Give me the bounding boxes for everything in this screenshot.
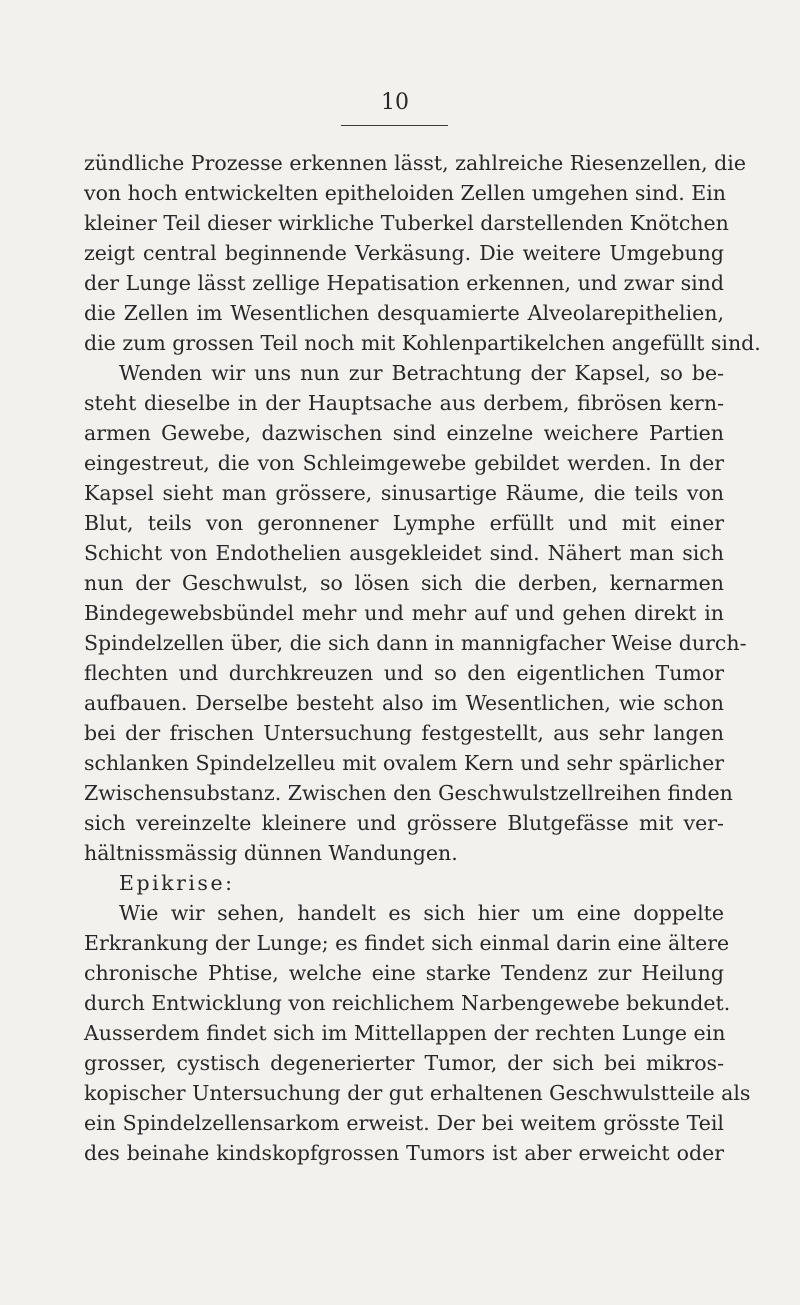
text-line: Erkrankung der Lunge; es findet sich einmal darin eine ältere <box>84 931 730 955</box>
text-line: schlanken Spindelzelleu mit ovalem Kern und sehr spärlicher <box>84 751 724 775</box>
text-line: zündliche Prozesse erkennen lässt, zahlreiche Riesenzellen, die <box>84 151 746 175</box>
text-line: kopischer Untersuchung der gut erhaltenen Geschwulstteile als <box>84 1081 751 1105</box>
text-line: eingestreut, die von Schleimgewebe gebildet werden. In der <box>84 451 724 475</box>
text-line: die Zellen im Wesentlichen desquamierte Alveolarepithelien, <box>84 301 724 325</box>
text-line: durch Entwicklung von reichlichem Narbengewebe bekundet. <box>84 991 731 1015</box>
text-line: von hoch entwickelten epitheloiden Zellen umgehen sind. Ein <box>84 181 727 205</box>
text-line: Ausserdem findet sich im Mittellappen der rechten Lunge ein <box>84 1021 726 1045</box>
text-line: kleiner Teil dieser wirkliche Tuberkel darstellenden Knötchen <box>84 211 729 235</box>
text-line: Zwischensubstanz. Zwischen den Geschwulstzellreihen finden <box>84 781 733 805</box>
text-line: Kapsel sieht man grössere, sinusartige Räume, die teils von <box>84 481 724 505</box>
text-line: flechten und durchkreuzen und so den eigentlichen Tumor <box>84 661 724 685</box>
page-number: 10 <box>381 90 409 115</box>
text-line: Bindegewebsbündel mehr und mehr auf und gehen direkt in <box>84 601 724 625</box>
text-line: sich vereinzelte kleinere und grössere Blutgefässe mit ver- <box>84 811 724 835</box>
text-line: des beinahe kindskopfgrossen Tumors ist aber erweicht oder <box>84 1141 724 1165</box>
text-line: chronische Phtise, welche eine starke Tendenz zur Heilung <box>84 961 724 985</box>
text-line: der Lunge lässt zellige Hepatisation erkennen, und zwar sind <box>84 271 724 295</box>
text-line: Wie wir sehen, handelt es sich hier um eine doppelte <box>119 901 724 925</box>
text-line: bei der frischen Untersuchung festgestellt, aus sehr langen <box>84 721 724 745</box>
text-line: grosser, cystisch degenerierter Tumor, der sich bei mikros- <box>84 1051 724 1075</box>
header-rule <box>341 125 448 126</box>
text-line: zeigt central beginnende Verkäsung. Die weitere Umgebung <box>84 241 724 265</box>
text-line: ein Spindelzellensarkom erweist. Der bei weitem grösste Teil <box>84 1111 724 1135</box>
section-heading: Epikrise: <box>119 871 235 895</box>
text-line: aufbauen. Derselbe besteht also im Wesentlichen, wie schon <box>84 691 724 715</box>
text-line: Wenden wir uns nun zur Betrachtung der Kapsel, so be- <box>119 361 724 385</box>
text-line: hältnissmässig dünnen Wandungen. <box>84 841 458 865</box>
text-line: steht dieselbe in der Hauptsache aus derbem, fibrösen kern- <box>84 391 724 415</box>
text-line: nun der Geschwulst, so lösen sich die derben, kernarmen <box>84 571 724 595</box>
text-line: Schicht von Endothelien ausgekleidet sind. Nähert man sich <box>84 541 724 565</box>
text-line: armen Gewebe, dazwischen sind einzelne weichere Partien <box>84 421 724 445</box>
text-line: Spindelzellen über, die sich dann in mannigfacher Weise durch- <box>84 631 747 655</box>
text-line: die zum grossen Teil noch mit Kohlenpartikelchen angefüllt sind. <box>84 331 761 355</box>
text-line: Blut, teils von geronnener Lymphe erfüllt und mit einer <box>84 511 724 535</box>
